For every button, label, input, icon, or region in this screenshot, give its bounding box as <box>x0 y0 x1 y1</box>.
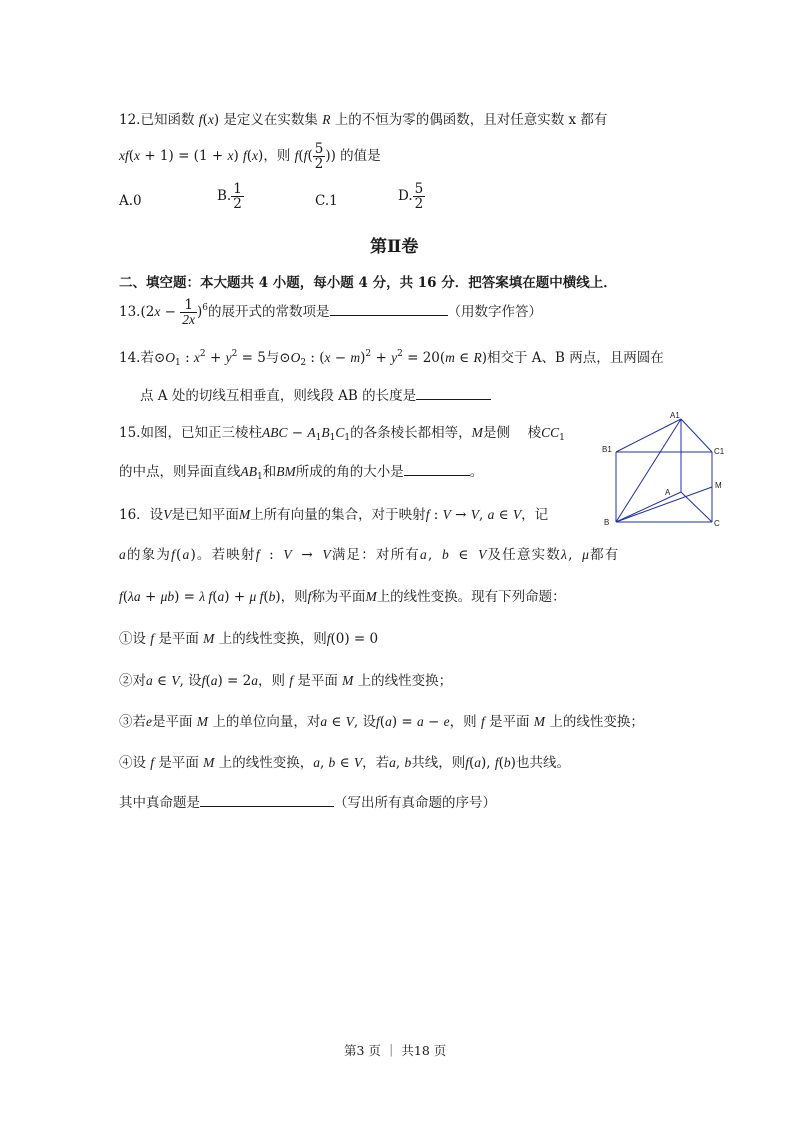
label-b: B <box>604 518 610 527</box>
q16-item2: ②对a ∈ V, 设f(a) = 2a，则 f 是平面 M 上的线性变换； <box>119 673 453 689</box>
q16-item3: ③若e是平面 M 上的单位向量，对a ∈ V, 设f(a) = a − e，则 f 是平面 M 上的线性变换； <box>119 714 644 730</box>
section-header: 二、填空题：本大题共 4 小题，每小题 4 分，共 16 分．把答案填在题中横线上． <box>119 275 617 291</box>
q12-option-d: D. $\frac{5}{2}$ <box>398 181 424 213</box>
q13-answer-blank[interactable] <box>330 301 448 316</box>
q15-answer-blank[interactable] <box>404 461 470 476</box>
q12-option-a: A.0 <box>119 193 142 209</box>
page-footer: 第3 页 ｜ 共18 页 <box>344 1043 447 1058</box>
q13: 13.(2x − $\frac{1}{2x}$ )$^6$的展开式的常数项是 （用数字作答） <box>119 297 543 328</box>
q12-option-b: B. $\frac{1}{2}$ <box>217 181 242 213</box>
q16-line3: f(λa + μb) = λ f(a) + μ f(b)，则f称为平面M上的线性变换。现有下列命题： <box>119 589 566 605</box>
q15-line2: 的中点，则异面直线$AB_1$和BM所成的角的大小是 。 <box>119 460 483 482</box>
label-a: A <box>665 488 671 497</box>
section-title: 第Ⅱ卷 <box>370 237 419 257</box>
q16-item4: ④设 f 是平面 M 上的线性变换，a, b ∈ V，若a, b共线，则f(a), f(b)也共线。 <box>119 755 570 771</box>
q12-line2: xf(x + 1) = (1 + x) f(x)，则 f(f( $\frac{5}{2}$ )) 的值是 <box>119 141 381 173</box>
label-b1: B1 <box>602 445 612 454</box>
q16-line2: a的象为f(a)。若映射f : V → V满足：对所有a, b ∈ V及任意实数λ, μ都有 <box>119 547 620 563</box>
q14-answer-blank[interactable] <box>416 385 491 400</box>
label-c: C <box>714 519 720 528</box>
q16-answer-line: 其中真命题是 （写出所有真命题的序号） <box>119 791 496 811</box>
prism-diagram <box>598 408 730 530</box>
q16-line1: 16．设V是已知平面M上所有向量的集合，对于映射f : V → V, a ∈ V，记 <box>119 507 549 523</box>
q12-option-c: C.1 <box>315 193 338 209</box>
q16-answer-blank[interactable] <box>200 792 334 807</box>
q16-item1: ①设 f 是平面 M 上的线性变换，则f(0) = 0 <box>119 631 379 647</box>
q14-line1: 14.若$⊙O_1$ : $x^2 + y^2 = 5$与$⊙O_2$ : $(x - m)^2 + y^2 = 20(m$ ∈ R)相交于 A、B 两点，且两圆在 <box>119 349 664 368</box>
q12-line1: 12.已知函数 f(x) 是定义在实数集 R 上的不恒为零的偶函数，且对任意实数 x 都有 <box>119 112 608 128</box>
q14-line2: 点 A 处的切线互相垂直，则线段 AB 的长度是 <box>140 384 491 404</box>
q15-line1: 15.如图，已知正三棱柱ABC − $A_1B_1C_1$的各条棱长都相等，M是侧 棱$CC_1$ <box>119 425 565 443</box>
fraction-5-2: $\frac{5}{2}$ <box>314 141 324 173</box>
prism-figure <box>598 408 730 530</box>
label-m: M <box>715 481 722 490</box>
label-c1: C1 <box>714 447 725 456</box>
label-a1: A1 <box>670 411 680 420</box>
